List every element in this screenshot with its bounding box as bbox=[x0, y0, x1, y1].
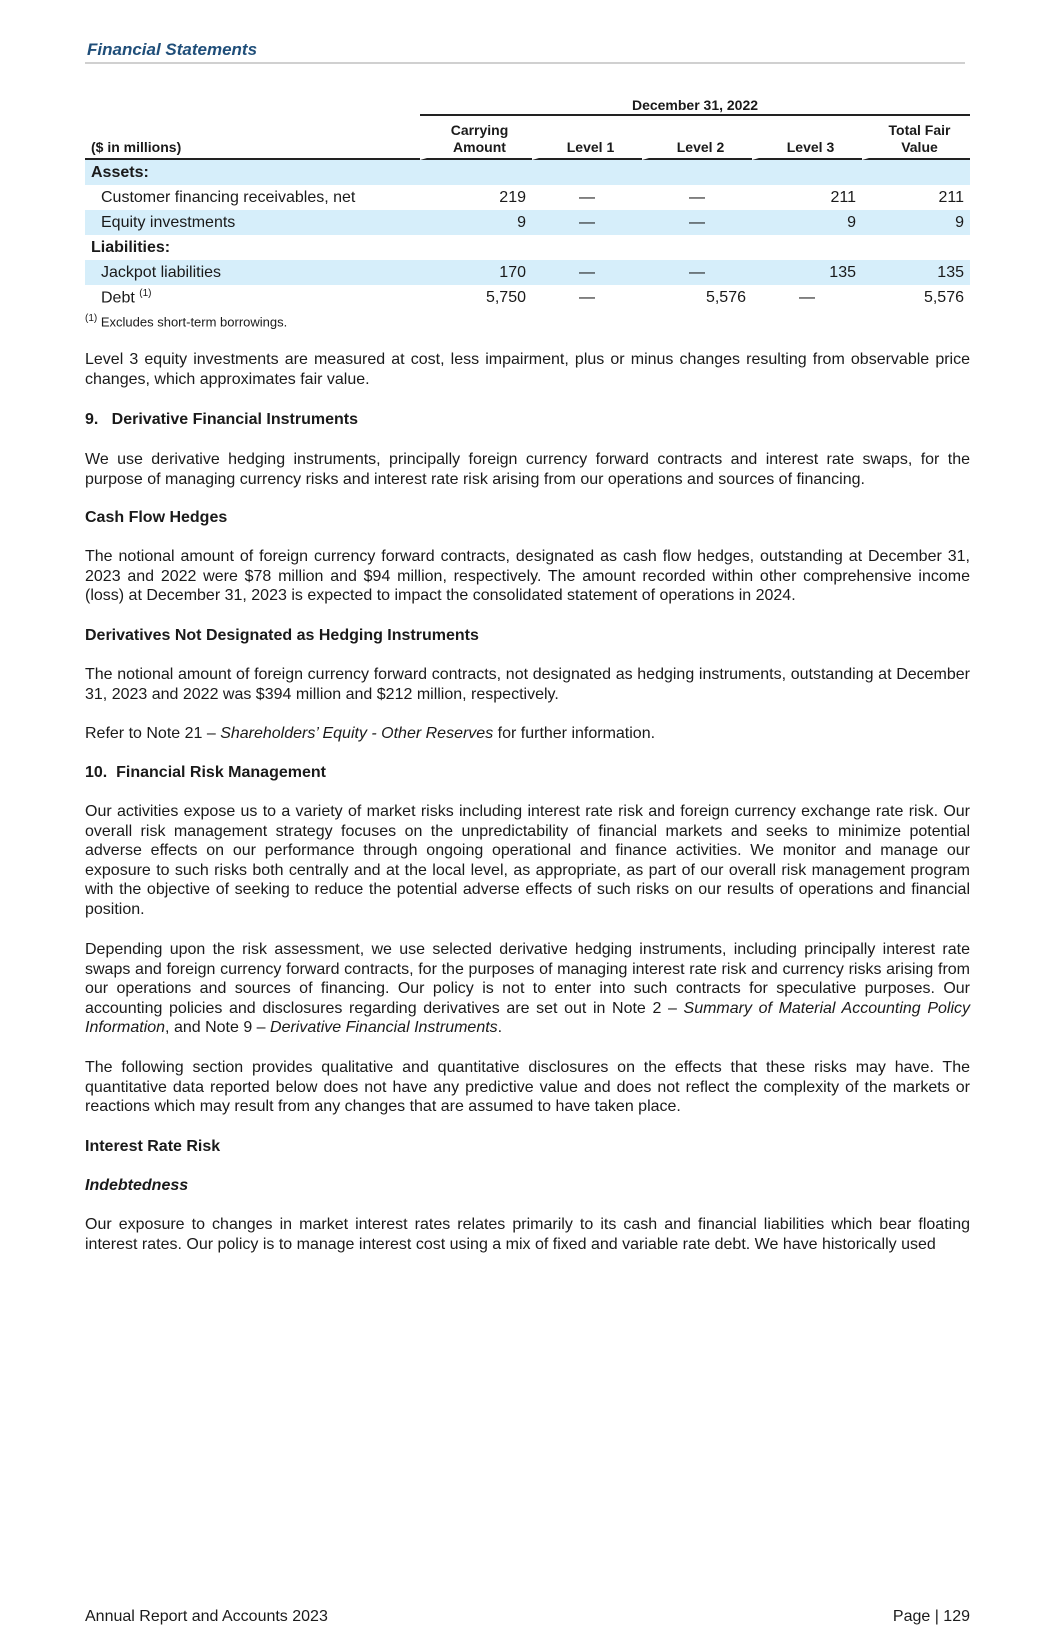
table-row: Customer financing receivables, net 219 — — 211 211 bbox=[101, 188, 964, 206]
table-row: Debt $^{(1)}$ 5,750 — 5,576 — 5,576 bbox=[101, 287, 964, 307]
footnote-ref: (1) bbox=[139, 287, 152, 299]
paragraph: Our activities expose us to a variety of market risks including interest rate risk and foreign currency exchange rate risk. Our overall risk management strategy focuses on the unpredictability of financial markets and seeks to minimize potential adverse effects on our performance through ongoing operational and finance activities. We monitor and manage our exposure to such risks both centrally and at the local level, as appropriate, as part of our overall risk management program with the objective of seeking to reduce the potential adverse effects of such risks on our results of operations and financial position. bbox=[85, 803, 970, 918]
row-label: Debt bbox=[101, 289, 135, 307]
col-header: Level 1 bbox=[532, 116, 642, 160]
col-header: Level 3 bbox=[752, 116, 862, 160]
paragraph: Depending upon the risk assessment, we use selected derivative hedging instruments, including principally interest rate swaps and foreign currency forward contracts, for the purposes of managing interest rate risk and currency risks arising from our operations and sources of financing. Our policy is not to enter into such contracts for speculative purposes. Our accounting policies and disclosures regarding derivatives are set out in Note 2 – Summary of Material Accounting Policy Information, and Note 9 – Derivative Financial Instruments. bbox=[85, 941, 970, 1037]
header-rule bbox=[85, 62, 965, 64]
paragraph: We use derivative hedging instruments, principally foreign currency forward contracts and interest rate swaps, for the purpose of managing currency risks and interest rate risk arising from our operations and sources of financing. bbox=[85, 451, 970, 488]
table-row: Jackpot liabilities 170 — — 135 135 bbox=[85, 260, 970, 285]
table-row: Equity investments 9 — — 9 9 bbox=[85, 210, 970, 235]
paragraph: The notional amount of foreign currency forward contracts, designated as cash flow hedges, outstanding at December 31, 2023 and 2022 were $78 million and $94 million, respectively. The amount recorded within other comprehensive income (loss) at December 31, 2023 is expected to impact the consolidated statement of operations in 2024. bbox=[85, 548, 970, 605]
footer-report-title: Annual Report and Accounts 2023 bbox=[85, 1608, 328, 1625]
section-row: Liabilities: bbox=[91, 238, 171, 256]
section-row: Assets: bbox=[85, 160, 970, 185]
heading-interest-rate-risk: Interest Rate Risk bbox=[85, 1138, 221, 1155]
col-header: Total Fair Value bbox=[862, 116, 970, 160]
period-header: December 31, 2022 bbox=[420, 92, 970, 116]
fair-value-table bbox=[85, 92, 970, 310]
heading-note-10: 10. Financial Risk Management bbox=[85, 764, 326, 781]
paragraph: The notional amount of foreign currency forward contracts, not designated as hedging instruments, outstanding at December 31, 2023 and 2022 was $394 million and $212 million, respectively. bbox=[85, 666, 970, 703]
paragraph: The following section provides qualitative and quantitative disclosures on the effects that these risks may have. The quantitative data reported below does not have any predictive value and does not reflect the complexity of the markets or reactions which may result from any changes that are assumed to have taken place. bbox=[85, 1059, 970, 1116]
col-header: Carrying Amount bbox=[420, 116, 532, 160]
heading-indebtedness: Indebtedness bbox=[85, 1177, 189, 1194]
col-header: Level 2 bbox=[642, 116, 752, 160]
heading-note-9: 9. Derivative Financial Instruments bbox=[85, 411, 358, 428]
heading-derivatives-not-designated: Derivatives Not Designated as Hedging Instruments bbox=[85, 627, 479, 644]
paragraph: Refer to Note 21 – Shareholders’ Equity - Other Reserves for further information. bbox=[85, 725, 656, 742]
unit-label: ($ in millions) bbox=[85, 116, 420, 160]
section-header: Financial Statements bbox=[87, 40, 258, 59]
heading-cash-flow-hedges: Cash Flow Hedges bbox=[85, 509, 228, 526]
paragraph: Level 3 equity investments are measured at cost, less impairment, plus or minus changes resulting from observable price changes, which approximates fair value. bbox=[85, 351, 970, 388]
footer-page-number: Page | 129 bbox=[892, 1608, 970, 1625]
table-footnote: $^{(1)}$ Excludes short-term borrowings. bbox=[85, 313, 288, 330]
paragraph: Our exposure to changes in market interest rates relates primarily to its cash and financial liabilities which bear floating interest rates. Our policy is to manage interest cost using a mix of fixed and variable rate debt. We have historically used bbox=[85, 1216, 970, 1253]
